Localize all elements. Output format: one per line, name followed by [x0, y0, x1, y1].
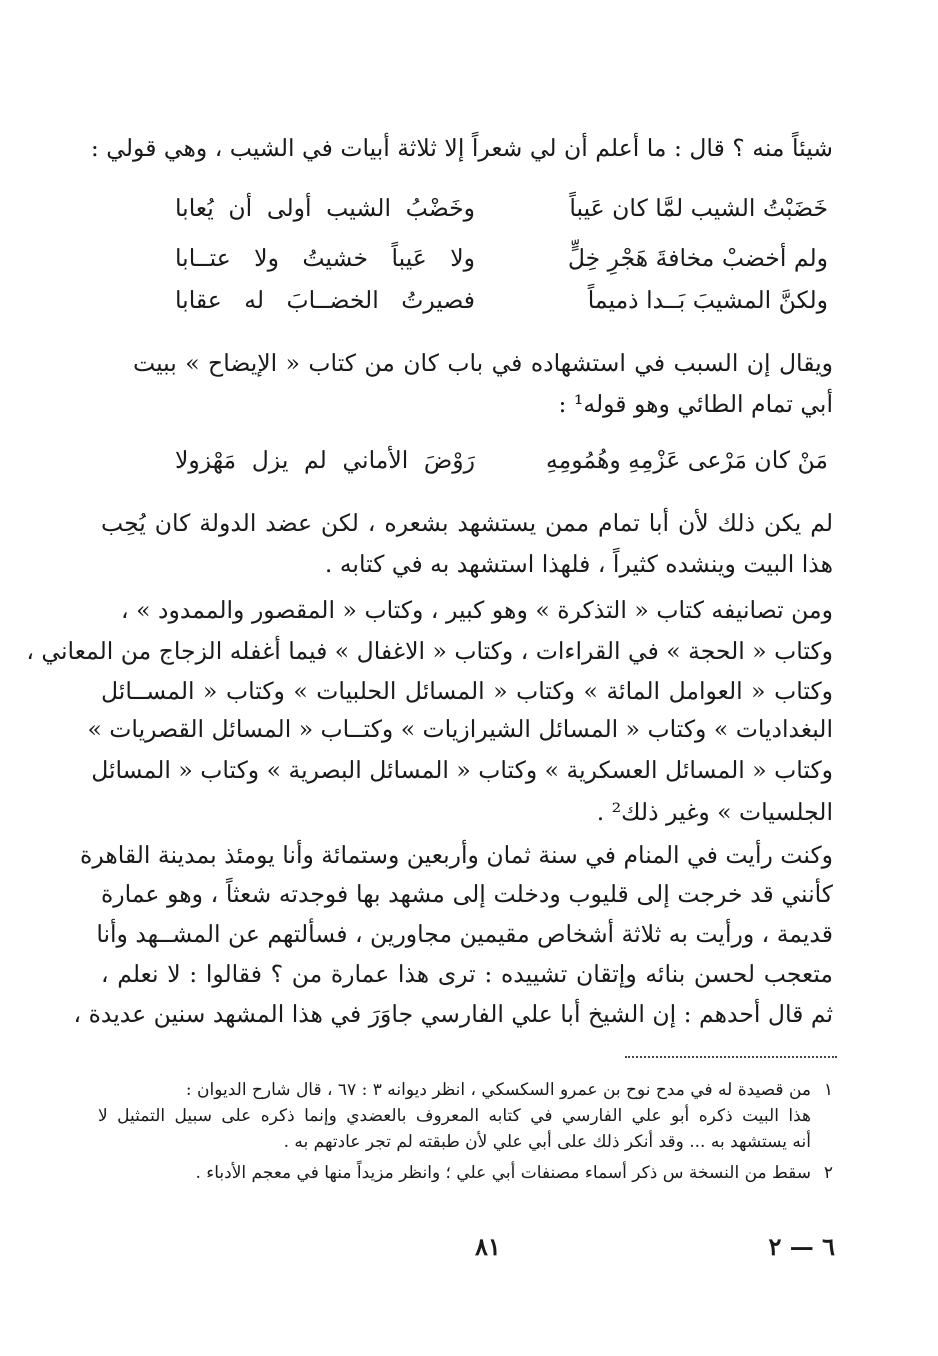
text-line: وكنت رأيت في المنام في سنة ثمان وأربعين وستمائة وأنا يومئذ بمدينة القاهرة [80, 841, 833, 869]
text-line: وكتاب « العوامل المائة » وكتاب « المسائل الحلبيات » وكتاب « المســائل [101, 677, 833, 705]
text-line: لم يكن ذلك لأن أبا تمام ممن يستشهد بشعره ، لكن عضد الدولة كان يُحِب [101, 509, 833, 537]
footnote-line: أنه يستشهد به ... وقد أنكر ذلك على أبي علي لأن طبقته لم تجر عادتهم به . [283, 1132, 811, 1152]
footnote-line: هذا البيت ذكره أبو علي الفارسي في كتابه المعروف بالعضدي وإنما ذكره على سبيل التمثيل لا [98, 1106, 811, 1126]
verse-second-hemistich: فصيرتُ الخضــابَ له عقابا [175, 286, 475, 314]
poem-verse [0, 241, 938, 275]
text-line: قديمة ، ورأيت به ثلاثة أشخاص مقيمين مجاورين ، فسألتهم عن المشــهد وأنا [96, 920, 833, 948]
quoted-verse [0, 443, 938, 477]
footnote-separator [625, 1056, 837, 1058]
poem-verse [0, 283, 938, 317]
text-line: هذا البيت وينشده كثيراً ، فلهذا استشهد به في كتابه . [324, 550, 833, 578]
text-line: وكتاب « الحجة » في القراءات ، وكتاب « الاغفال » فيما أغفله الزجاج من المعاني ، [26, 637, 833, 665]
signature-mark: ٦ — ٢ [768, 1232, 835, 1261]
text-line: ثم قال أحدهم : إن الشيخ أبا علي الفارسي جاوَرَ في هذا المشهد سنين عديدة ، [73, 1000, 833, 1028]
footnote-text: من قصيدة له في مدح نوح بن عمرو السكسكي ، انظر ديوانه ٣ : ٦٧ ، قال شارح الديوان : [185, 1080, 811, 1100]
verse-first-hemistich: ولم أخضبْ مخافةَ هَجْرِ خِلٍّ [567, 244, 828, 272]
text-line: البغداديات » وكتاب « المسائل الشيرازيات » وكتــاب « المسائل القصريات » [87, 715, 833, 743]
footnote-number: ٢ [823, 1163, 833, 1183]
footnote-line [98, 1160, 833, 1186]
verse-first-hemistich: ولكنَّ المشيبَ بَــدا ذميماً [587, 286, 828, 314]
text-line: ويقال إن السبب في استشهاده في باب كان من كتاب « الإيضاح » ببيت [133, 349, 833, 377]
verse-second-hemistich: ولا عَيباً خشيتُ ولا عتــابا [175, 244, 475, 272]
text-line: أبي تمام الطائي وهو قوله¹ : [558, 390, 833, 418]
verse-second-hemistich: رَوْضَ الأماني لم يزل مَهْزولا [175, 446, 475, 474]
footnote-number: ١ [823, 1080, 833, 1100]
text-line: وكتاب « المسائل العسكرية » وكتاب « المسائل البصرية » وكتاب « المسائل [91, 756, 833, 784]
text-line: الجلسيات » وغير ذلك² . [596, 798, 833, 826]
page-number: ٨١ [475, 1232, 501, 1261]
verse-first-hemistich: خَضَبْتُ الشيب لمَّا كان عَيباً [569, 194, 828, 222]
text-line: ومن تصانيفه كتاب « التذكرة » وهو كبير ، وكتاب « المقصور والممدود » ، [121, 596, 833, 624]
text-line: كأنني قد خرجت إلى قليوب ودخلت إلى مشهد بها فوجدته شعثاً ، وهو عمارة [101, 880, 833, 908]
poem-verse [0, 191, 938, 225]
footnote-line [98, 1077, 833, 1103]
text-line: متعجب لحسن بنائه وإتقان تشييده : ترى هذا عمارة من ؟ فقالوا : لا نعلم ، [101, 960, 833, 988]
verse-first-hemistich: مَنْ كان مَرْعى عَزْمِهِ وهُمُومِهِ [546, 446, 828, 474]
verse-second-hemistich: وخَضْبُ الشيب أولى أن يُعابا [175, 194, 475, 222]
intro-line: شيئاً منه ؟ قال : ما أعلم أن لي شعراً إلا ثلاثة أبيات في الشيب ، وهي قولي : [90, 134, 833, 162]
footnote-text: سقط من النسخة س ذكر أسماء مصنفات أبي علي ؛ وانظر مزيداً منها في معجم الأدباء . [195, 1163, 811, 1183]
